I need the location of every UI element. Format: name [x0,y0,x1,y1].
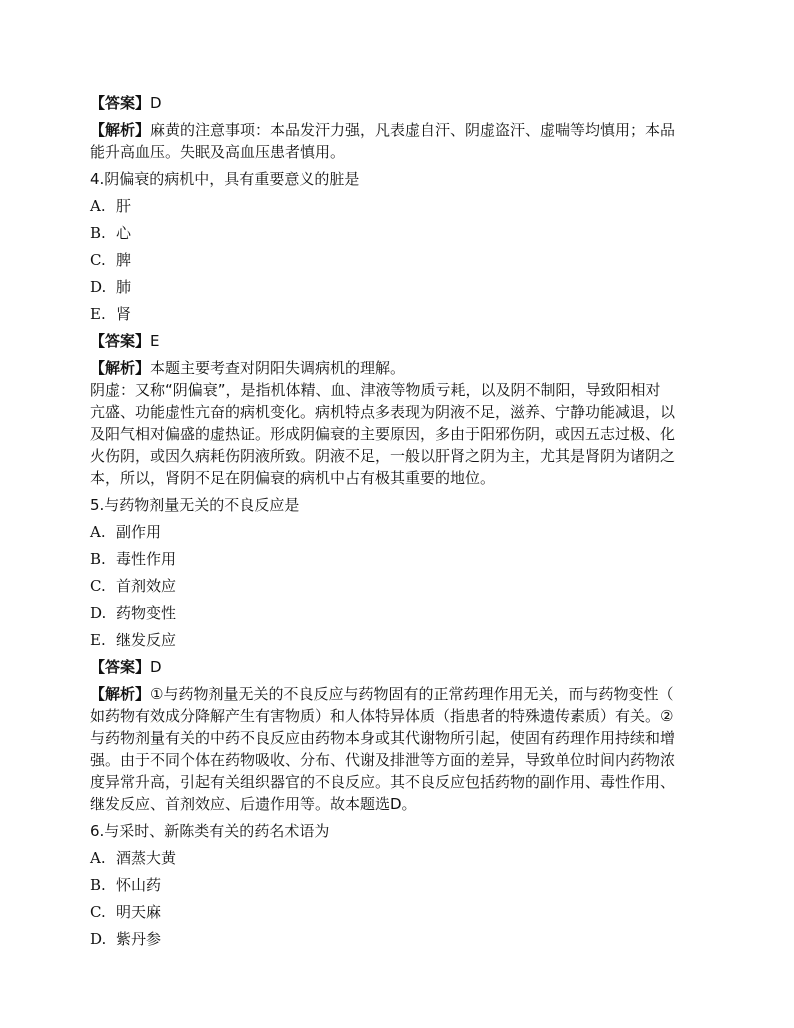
option-a: A. 酒蒸大黄 [90,849,177,867]
option-c: C. 首剂效应 [90,577,177,595]
analysis-line: 火伤阴，或因久病耗伤阴液所致。阴液不足，一般以肝肾之阴为主，尤其是肾阴为诸阴之 [90,447,676,465]
analysis-tag: 【解析】 [90,121,151,139]
analysis-line: ①与药物剂量无关的不良反应与药物固有的正常药理作用无关，而与药物变性（ [150,685,674,703]
answer-tag: 【答案】 [90,94,151,112]
analysis-line: 亢盛、功能虚性亢奋的病机变化。病机特点多表现为阴液不足，滋养、宁静功能减退，以 [90,403,676,421]
analysis-line: 及阳气相对偏盛的虚热证。形成阴偏衰的主要原因，多由于阳邪伤阴，或因五志过极、化 [90,425,676,443]
answer-5 [90,656,724,678]
option-d: D. 药物变性 [90,604,177,622]
question-6-stem: 6.与采时、新陈类有关的药名术语为 [90,822,330,840]
option-c: C. 脾 [90,251,132,269]
analysis-5 [90,683,724,815]
question-4-stem: 4.阴偏衰的病机中，具有重要意义的脏是 [90,170,360,188]
option-e: E. 继发反应 [90,631,177,649]
option-d: D. 肺 [90,278,132,296]
analysis-line: 本题主要考查对阴阳失调病机的理解。 [150,359,406,377]
analysis-line: 阴虚：又称“阴偏衰”，是指机体精、血、津液等物质亏耗，以及阴不制阳，导致阳相对 [90,381,661,399]
analysis-line: 继发反应、首剂效应、后遗作用等。故本题选D。 [90,795,417,813]
question-5-options [90,521,724,656]
analysis-line: 度异常升高，引起有关组织器官的不良反应。其不良反应包括药物的副作用、毒性作用、 [90,773,676,791]
answer-tag: 【答案】 [90,332,151,350]
answer-value: D [150,658,162,676]
analysis-line: 能升高血压。失眠及高血压患者慎用。 [90,143,346,161]
question-4-options [90,195,724,330]
analysis-line: 本，所以，肾阴不足在阴偏衰的病机中占有极其重要的地位。 [90,469,496,487]
option-c: C. 明天麻 [90,903,162,921]
option-e: E. 肾 [90,305,132,323]
option-d: D. 紫丹参 [90,930,162,948]
question-6-options [90,847,724,955]
analysis-line: 如药物有效成分降解产生有害物质）和人体特异体质（指患者的特殊遗传素质）有关。② [90,707,674,725]
option-a: A. 肝 [90,197,132,215]
question-5-stem: 5.与药物剂量无关的不良反应是 [90,496,300,514]
analysis-4 [90,357,724,489]
option-a: A. 副作用 [90,523,162,541]
answer-tag: 【答案】 [90,658,151,676]
answer-value: E [150,332,160,350]
analysis-line: 与药物剂量有关的中药不良反应由药物本身或其代谢物所引起，使固有药理作用持续和增 [90,729,676,747]
answer-value: D [150,94,162,112]
answer-4 [90,330,724,352]
analysis-3 [90,119,724,163]
answer-3 [90,92,724,114]
option-b: B. 怀山药 [90,876,162,894]
analysis-tag: 【解析】 [90,359,151,377]
option-b: B. 心 [90,224,132,242]
analysis-line: 麻黄的注意事项：本品发汗力强，凡表虚自汗、阴虚盗汗、虚喘等均慎用；本品 [150,121,676,139]
analysis-line: 强。由于不同个体在药物吸收、分布、代谢及排泄等方面的差异，导致单位时间内药物浓 [90,751,676,769]
analysis-tag: 【解析】 [90,685,151,703]
option-b: B. 毒性作用 [90,550,177,568]
